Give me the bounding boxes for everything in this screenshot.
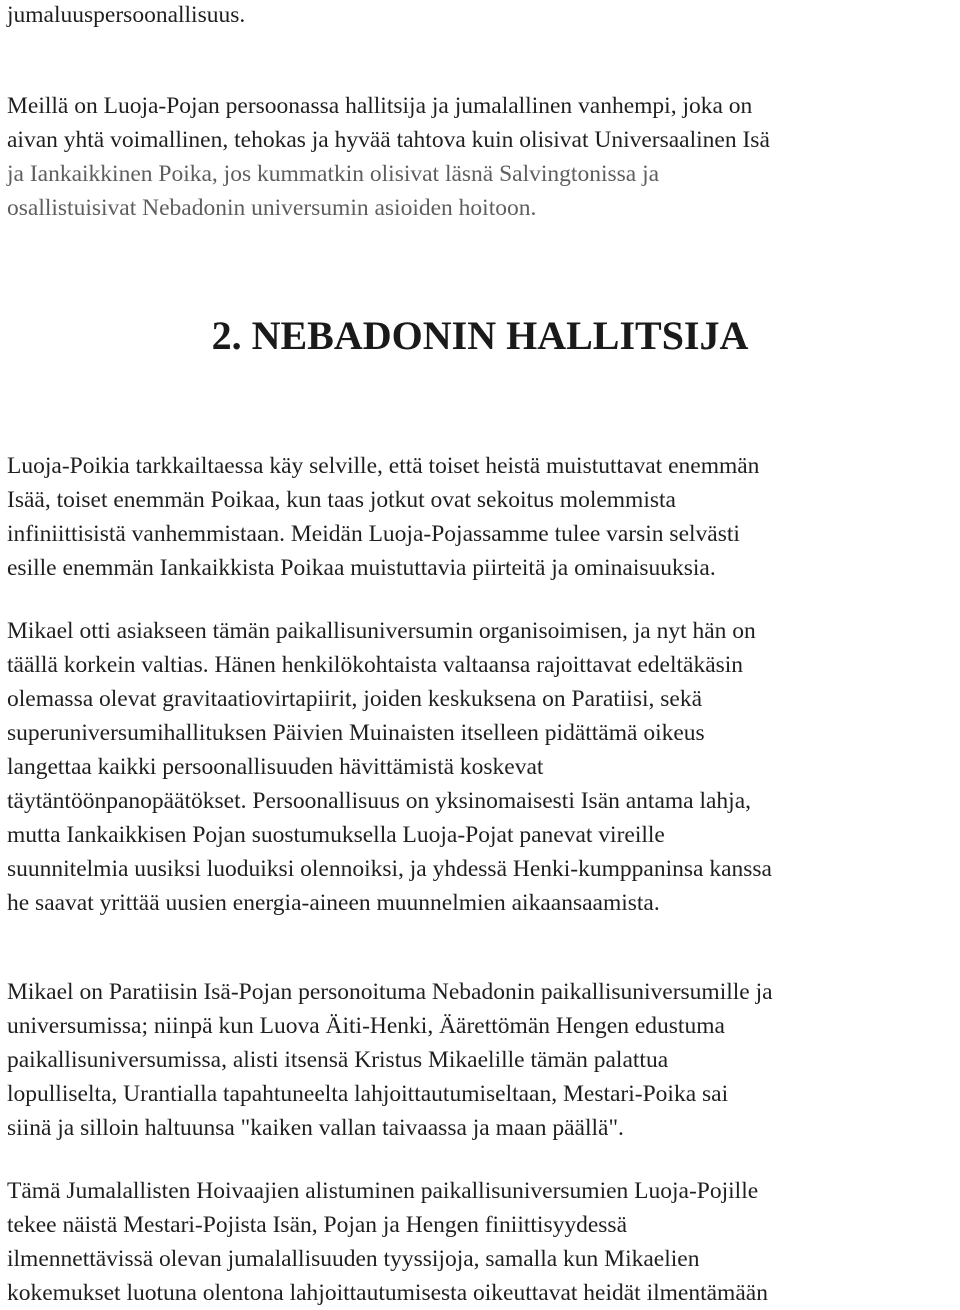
paragraph-3 — [7, 614, 957, 920]
text-line: he saavat yrittää uusien energia-aineen muunnelmien aikaansaamista. — [7, 890, 660, 916]
text-line: universumissa; niinpä kun Luova Äiti-Henki, Äärettömän Hengen edustuma — [7, 1013, 725, 1039]
paragraph-5 — [7, 1174, 957, 1310]
text-line: suunnitelmia uusiksi luoduiksi olennoiksi, ja yhdessä Henki-kumppaninsa kanssa — [7, 856, 772, 882]
text-line: esille enemmän Iankaikkista Poikaa muistuttavia piirteitä ja ominaisuuksia. — [7, 555, 716, 581]
top-fragment-paragraph — [7, 0, 957, 32]
paragraph-4 — [7, 975, 957, 1145]
text-line: aivan yhtä voimallinen, tehokas ja hyvää tahtova kuin olisivat Universaalinen Isä — [7, 127, 770, 153]
text-line: osallistuisivat Nebadonin universumin asioiden hoitoon. — [7, 195, 537, 221]
text-line: Mikael otti asiakseen tämän paikallisuniversumin organisoimisen, ja nyt hän on — [7, 618, 756, 644]
text-line: ilmennettävissä olevan jumalallisuuden tyyssijoja, samalla kun Mikaelien — [7, 1246, 700, 1272]
text-line: lopulliselta, Urantialla tapahtuneelta lahjoittautumiseltaan, Mestari-Poika sai — [7, 1081, 729, 1107]
text-line: tekee näistä Mestari-Pojista Isän, Pojan ja Hengen finiittisyydessä — [7, 1212, 627, 1238]
text-line: täytäntöönpanopäätökset. Persoonallisuus on yksinomaisesti Isän antama lahja, — [7, 788, 752, 814]
text-line: langettaa kaikki persoonallisuuden hävittämistä koskevat — [7, 754, 544, 780]
paragraph-2 — [7, 449, 957, 585]
paragraph-1 — [7, 89, 957, 225]
text-line: Isää, toiset enemmän Poikaa, kun taas jotkut ovat sekoitus molemmista — [7, 487, 676, 513]
text-line: infiniittisistä vanhemmistaan. Meidän Luoja-Pojassamme tulee varsin selvästi — [7, 521, 740, 547]
text-line: superuniversumihallituksen Päivien Muinaisten itselleen pidättämä oikeus — [7, 720, 705, 746]
text-line: Tämä Jumalallisten Hoivaajien alistuminen paikallisuniversumien Luoja-Pojille — [7, 1178, 759, 1204]
text-line: kokemukset luotuna olentona lahjoittautumisesta oikeuttavat heidät ilmentämään — [7, 1280, 768, 1306]
text-line: jumaluuspersoonallisuus. — [7, 2, 246, 28]
text-line: olemassa olevat gravitaatiovirtapiirit, joiden keskuksena on Paratiisi, sekä — [7, 686, 703, 712]
text-line: täällä korkein valtias. Hänen henkilökohtaista valtaansa rajoittavat edeltäkäsin — [7, 652, 744, 678]
text-line: ja Iankaikkinen Poika, jos kummatkin olisivat läsnä Salvingtonissa ja — [7, 161, 660, 187]
text-line: paikallisuniversumissa, alisti itsensä Kristus Mikaelille tämän palattua — [7, 1047, 669, 1073]
text-line: mutta Iankaikkisen Pojan suostumuksella Luoja-Pojat panevat vireille — [7, 822, 665, 848]
text-line: Meillä on Luoja-Pojan persoonassa hallitsija ja jumalallinen vanhempi, joka on — [7, 93, 753, 119]
text-line: Mikael on Paratiisin Isä-Pojan personoituma Nebadonin paikallisuniversumille ja — [7, 979, 773, 1005]
text-line: siinä ja silloin haltuunsa "kaiken vallan taivaassa ja maan päällä". — [7, 1115, 624, 1141]
section-heading: 2. NEBADONIN HALLITSIJA — [211, 313, 749, 358]
text-line: Luoja-Poikia tarkkailtaessa käy selville, että toiset heistä muistuttavat enemmän — [7, 453, 760, 479]
